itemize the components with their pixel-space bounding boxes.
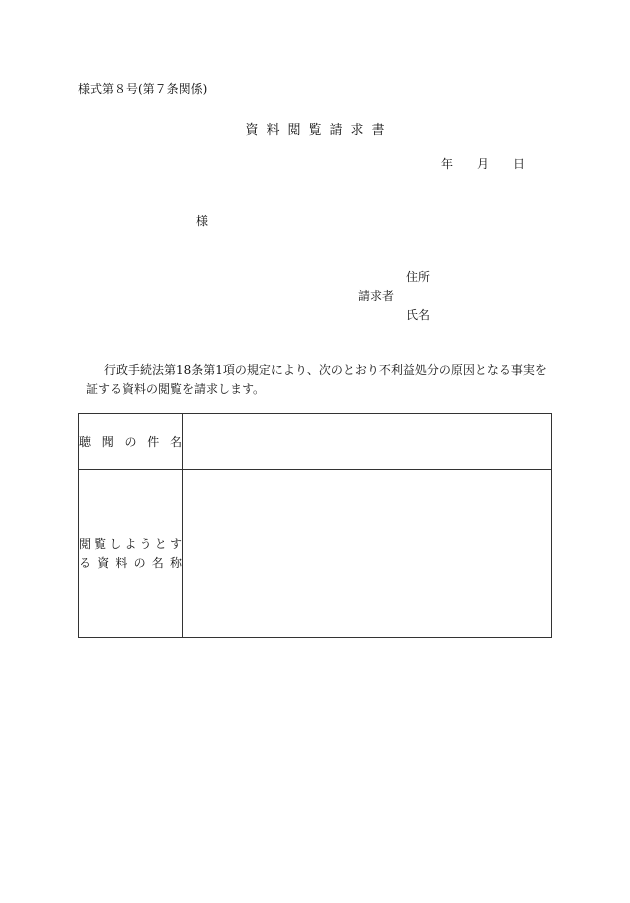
material-name-label-line2: [79, 554, 182, 573]
addressee-suffix: 様: [196, 214, 209, 228]
hearing-subject-field[interactable]: [183, 414, 552, 470]
requester-label: 請求者: [358, 289, 395, 303]
label-char: 名: [151, 555, 164, 570]
label-char: よ: [124, 536, 137, 551]
address-label: 住所: [406, 270, 431, 284]
date-year: 年: [441, 157, 454, 171]
label-char: 覧: [94, 536, 107, 551]
hearing-subject-label: [79, 433, 182, 450]
material-name-label-cell: [79, 470, 183, 638]
date-line: [441, 155, 525, 172]
table-row: [79, 470, 552, 638]
document-title: 資料閲覧請求書: [245, 123, 393, 138]
table-row: [79, 414, 552, 470]
label-char: 閲: [79, 536, 92, 551]
label-char: う: [139, 536, 152, 551]
label-char: 聞: [101, 435, 114, 449]
hearing-subject-label-cell: [79, 414, 183, 470]
label-char: の: [133, 555, 146, 570]
label-char: と: [154, 536, 167, 551]
label-char: す: [169, 536, 182, 551]
form-number: 様式第８号(第７条関係): [78, 82, 208, 96]
label-char: 料: [115, 555, 128, 570]
date-month: 月: [477, 157, 490, 171]
body-text: 行政手続法第18条第1項の規定により、次のとおり不利益処分の原因となる事実を証する資料の閲覧を請求します。: [86, 363, 547, 396]
material-name-field[interactable]: [183, 470, 552, 638]
date-day: 日: [513, 157, 526, 171]
label-char: る: [79, 555, 92, 570]
label-char: し: [109, 536, 122, 551]
label-char: 資: [97, 555, 110, 570]
label-char: 名: [169, 435, 182, 449]
label-char: の: [124, 435, 137, 449]
label-char: 称: [169, 555, 182, 570]
label-char: 聴: [79, 435, 92, 449]
name-label: 氏名: [406, 308, 431, 322]
request-table: [78, 413, 552, 638]
label-char: 件: [147, 435, 160, 449]
material-name-label-line1: [79, 535, 182, 554]
